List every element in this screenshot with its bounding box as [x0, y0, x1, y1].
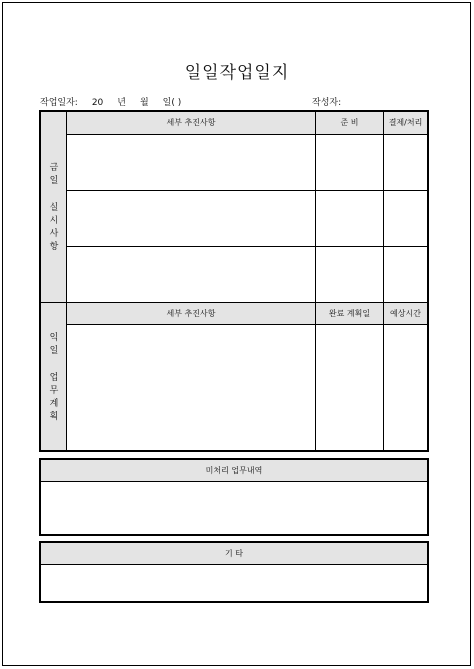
today-row-divider-1	[67, 190, 427, 191]
today-label-char: 시	[49, 216, 59, 226]
month-unit: 월	[139, 98, 149, 108]
day-unit: 일( )	[162, 98, 182, 108]
work-date-label: 작업일자:	[40, 98, 78, 108]
pending-tasks-box	[39, 458, 429, 536]
work-date-line	[40, 95, 195, 108]
year-unit: 년	[117, 98, 126, 108]
today-label-char: 항	[49, 242, 59, 252]
tomorrow-label-char: 업	[49, 373, 59, 383]
today-label-char: 사	[49, 229, 59, 239]
today-label-char: 실	[49, 203, 59, 213]
tomorrow-label-char: 익	[49, 333, 59, 343]
tomorrow-header-due: 완료 계획일	[328, 309, 371, 318]
tomorrow-label-char: 일	[49, 346, 59, 356]
tomorrow-section-label	[41, 332, 67, 424]
today-header-approval: 결제/처리	[388, 118, 423, 127]
page-title: 일일작업일지	[184, 63, 290, 83]
column-divider-2	[383, 112, 384, 450]
today-header-prep: 준 비	[340, 118, 359, 127]
author-line	[312, 95, 355, 108]
etc-box	[39, 541, 429, 603]
tomorrow-label-char: 계	[49, 399, 59, 409]
year-prefix: 20	[91, 98, 104, 108]
tomorrow-label-char: 획	[49, 412, 59, 422]
today-label-char: 일	[49, 176, 59, 186]
work-log-table	[39, 110, 429, 452]
tomorrow-header-time: 예상시간	[390, 309, 421, 318]
today-row-divider-2	[67, 246, 427, 247]
etc-label: 기 타	[41, 543, 427, 565]
pending-tasks-label: 미처리 업무내역	[41, 460, 427, 482]
today-section-label	[41, 162, 67, 254]
tomorrow-label-char: 무	[49, 386, 59, 396]
today-header-details: 세부 추진사항	[166, 118, 216, 127]
column-divider-1	[315, 112, 316, 450]
tomorrow-header-details: 세부 추진사항	[166, 309, 216, 318]
today-label-char: 금	[49, 163, 59, 173]
author-label: 작성자:	[312, 98, 342, 108]
